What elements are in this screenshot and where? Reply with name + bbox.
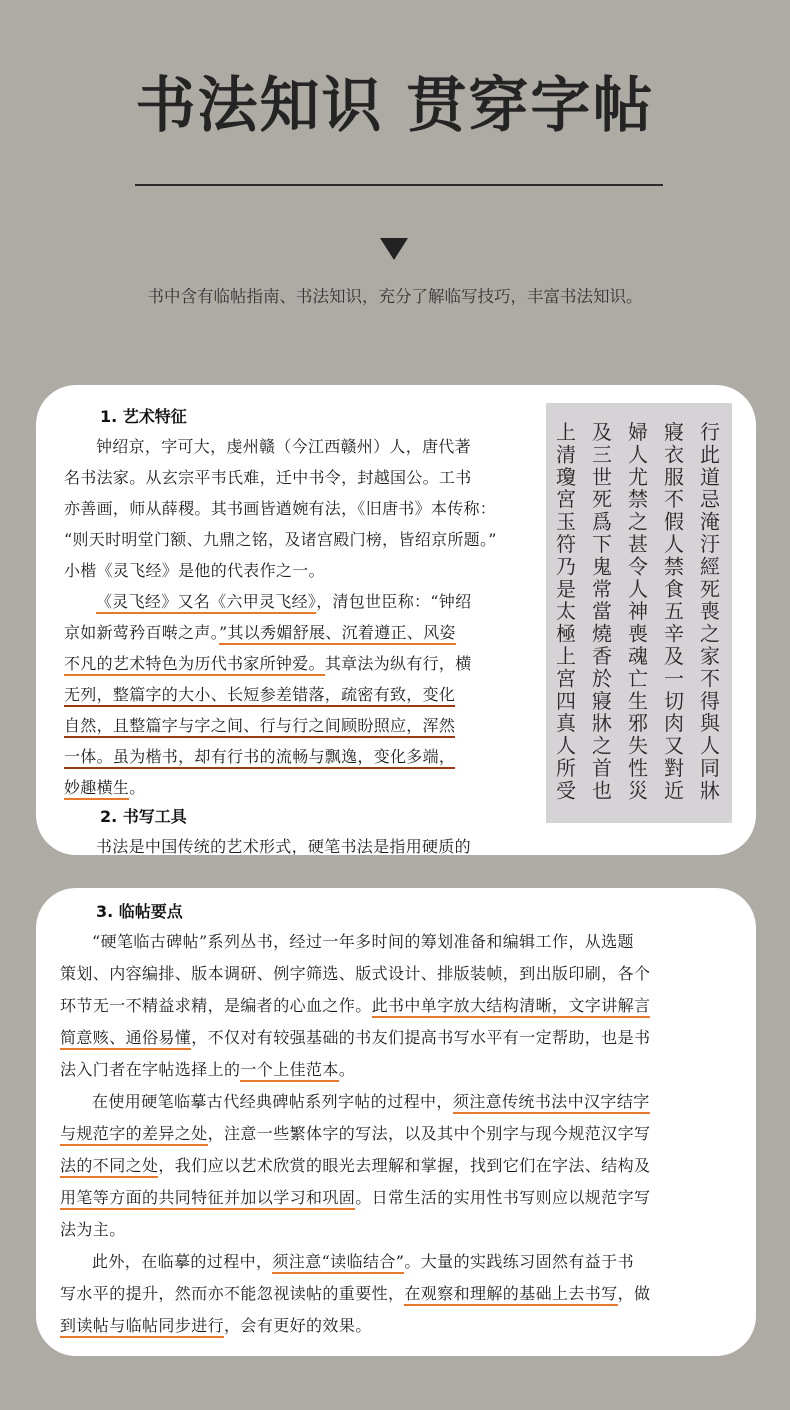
highlighted-text: 与规范字的差异之处 — [60, 1124, 208, 1146]
paragraph-read-and-copy — [60, 1246, 738, 1342]
text-line: 简意赅、通俗易懂，不仅对有较强基础的书友们提高书写水平有一定帮助，也是书 — [60, 1022, 738, 1054]
highlighted-text: 须注意“读临结合” — [272, 1252, 404, 1274]
highlighted-text: 到读帖与临帖同步进行 — [60, 1316, 224, 1338]
page-subtitle: 书中含有临帖指南、书法知识，充分了解临写技巧，丰富书法知识。 — [147, 287, 643, 306]
highlighted-text: 《灵飞经》又名《六甲灵飞经》 — [96, 592, 316, 614]
section-heading-copying-tips: 3. 临帖要点 — [96, 902, 183, 921]
text-line: 书法是中国传统的艺术形式，硬笔书法是指用硬质的 — [96, 837, 471, 855]
highlighted-text: 简意赅、通俗易懂 — [60, 1028, 191, 1050]
section-heading-art-features: 1. 艺术特征 — [100, 407, 187, 426]
text-line: 与规范字的差异之处，注意一些繁体字的写法，以及其中个别字与现今规范汉字写 — [60, 1118, 738, 1150]
highlighted-text: ”其以秀媚舒展、沉着遵正、风姿 — [219, 623, 456, 645]
copying-tips-text — [60, 898, 738, 1342]
highlighted-text: 无列，整篇字的大小、长短参差错落，疏密有致，变化 — [64, 685, 455, 707]
text-line — [64, 679, 532, 710]
text-line: 在使用硬笔临摹古代经典碑帖系列字帖的过程中，须注意传统书法中汉字结字 — [60, 1086, 738, 1118]
calligraphy-column: 寢衣服不假人禁食五辛及一切肉又對近 — [664, 420, 684, 803]
text-line: 用笔等方面的共同特征并加以学习和巩固。日常生活的实用性书写则应以规范字写 — [60, 1182, 738, 1214]
text-line: 写水平的提升，然而亦不能忽视读帖的重要性，在观察和理解的基础上去书写，做 — [60, 1278, 738, 1310]
text-line: “则天时明堂门额、九鼎之铭，及诸宫殿门榜，皆绍京所题。” — [64, 530, 497, 549]
text-line — [64, 741, 532, 772]
text-line: 法的不同之处，我们应以艺术欣赏的眼光去理解和掌握，找到它们在字法、结构及 — [60, 1150, 738, 1182]
text-line: “硬笔临古碑帖”系列丛书，经过一年多时间的筹划准备和编辑工作，从选题 — [92, 932, 634, 951]
highlighted-text: 须注意传统书法中汉字结字 — [453, 1092, 650, 1114]
highlighted-text: 自然，且整篇字与字之间、行与行之间顾盼照应，浑然 — [64, 716, 455, 738]
text-line: 策划、内容编排、版本调研、例字筛选、版式设计、排版装帧，到出版印刷，各个 — [60, 964, 651, 983]
text-line: 不凡的艺术特色为历代书家所钟爱。其章法为纵有行，横 — [64, 648, 532, 679]
highlighted-text: 在观察和理解的基础上去书写 — [404, 1284, 617, 1306]
text-line: 此外，在临摹的过程中，须注意“读临结合”。大量的实践练习固然有益于书 — [60, 1246, 738, 1278]
paragraph-intro — [64, 431, 532, 586]
art-features-card — [36, 385, 756, 855]
highlighted-text: 一个上佳范本 — [240, 1060, 338, 1082]
text-line: 名书法家。从玄宗平韦氏难，迁中书令，封越国公。工书 — [64, 468, 472, 487]
text-line: 环节无一不精益求精，是编者的心血之作。此书中单字放大结构清晰，文字讲解言 — [60, 990, 738, 1022]
text-line: 到读帖与临帖同步进行，会有更好的效果。 — [60, 1310, 738, 1342]
page-title: 书法知识 贯穿字帖 — [135, 71, 655, 141]
text-line: 钟绍京，字可大，虔州赣（今江西赣州）人，唐代著 — [96, 437, 471, 456]
text-line: 《灵飞经》又名《六甲灵飞经》，清包世臣称：“钟绍 — [64, 586, 532, 617]
art-features-text — [64, 403, 532, 855]
text-line: 小楷《灵飞经》是他的代表作之一。 — [64, 561, 325, 580]
paragraph-lingfeijing — [64, 586, 532, 803]
text-line: 妙趣横生。 — [64, 772, 532, 803]
highlighted-text: 法的不同之处 — [60, 1156, 158, 1178]
title-divider — [135, 184, 663, 186]
calligraphy-column: 上清瓊宮玉符乃是太極上宮四真人所受 — [556, 420, 576, 803]
paragraph-usage — [60, 1086, 738, 1246]
copying-tips-card — [36, 888, 756, 1356]
text-line: 法入门者在字帖选择上的一个上佳范本。 — [60, 1054, 738, 1086]
down-triangle-icon — [380, 238, 408, 260]
highlighted-text: 用笔等方面的共同特征并加以学习和巩固 — [60, 1188, 355, 1210]
text-line — [64, 710, 532, 741]
calligraphy-column: 及三世死爲下鬼常當燒香於寢牀之首也 — [592, 420, 612, 803]
text-line: 亦善画，师从薛稷。其书画皆遒婉有法，《旧唐书》本传称： — [64, 499, 497, 518]
calligraphy-column: 行此道忌淹汙經死喪之家不得與人同牀 — [700, 420, 720, 803]
section-heading-writing-tools: 2. 书写工具 — [100, 807, 187, 826]
highlighted-text: 一体。虽为楷书，却有行书的流畅与飘逸，变化多端， — [64, 747, 455, 769]
highlighted-text: 此书中单字放大结构清晰，文字讲解言 — [372, 996, 651, 1018]
highlighted-text: 不凡的艺术特色为历代书家所钟爱。 — [64, 654, 325, 676]
calligraphy-column: 婦人尤禁之甚令人神喪魂亡生邪失性災 — [628, 420, 648, 803]
calligraphy-image — [546, 403, 732, 823]
highlighted-text: 妙趣横生 — [64, 778, 129, 800]
text-line: 法为主。 — [60, 1220, 126, 1239]
paragraph-series-intro — [60, 926, 738, 1086]
text-line: 京如新莺矜百啭之声。”其以秀媚舒展、沉着遵正、风姿 — [64, 617, 532, 648]
